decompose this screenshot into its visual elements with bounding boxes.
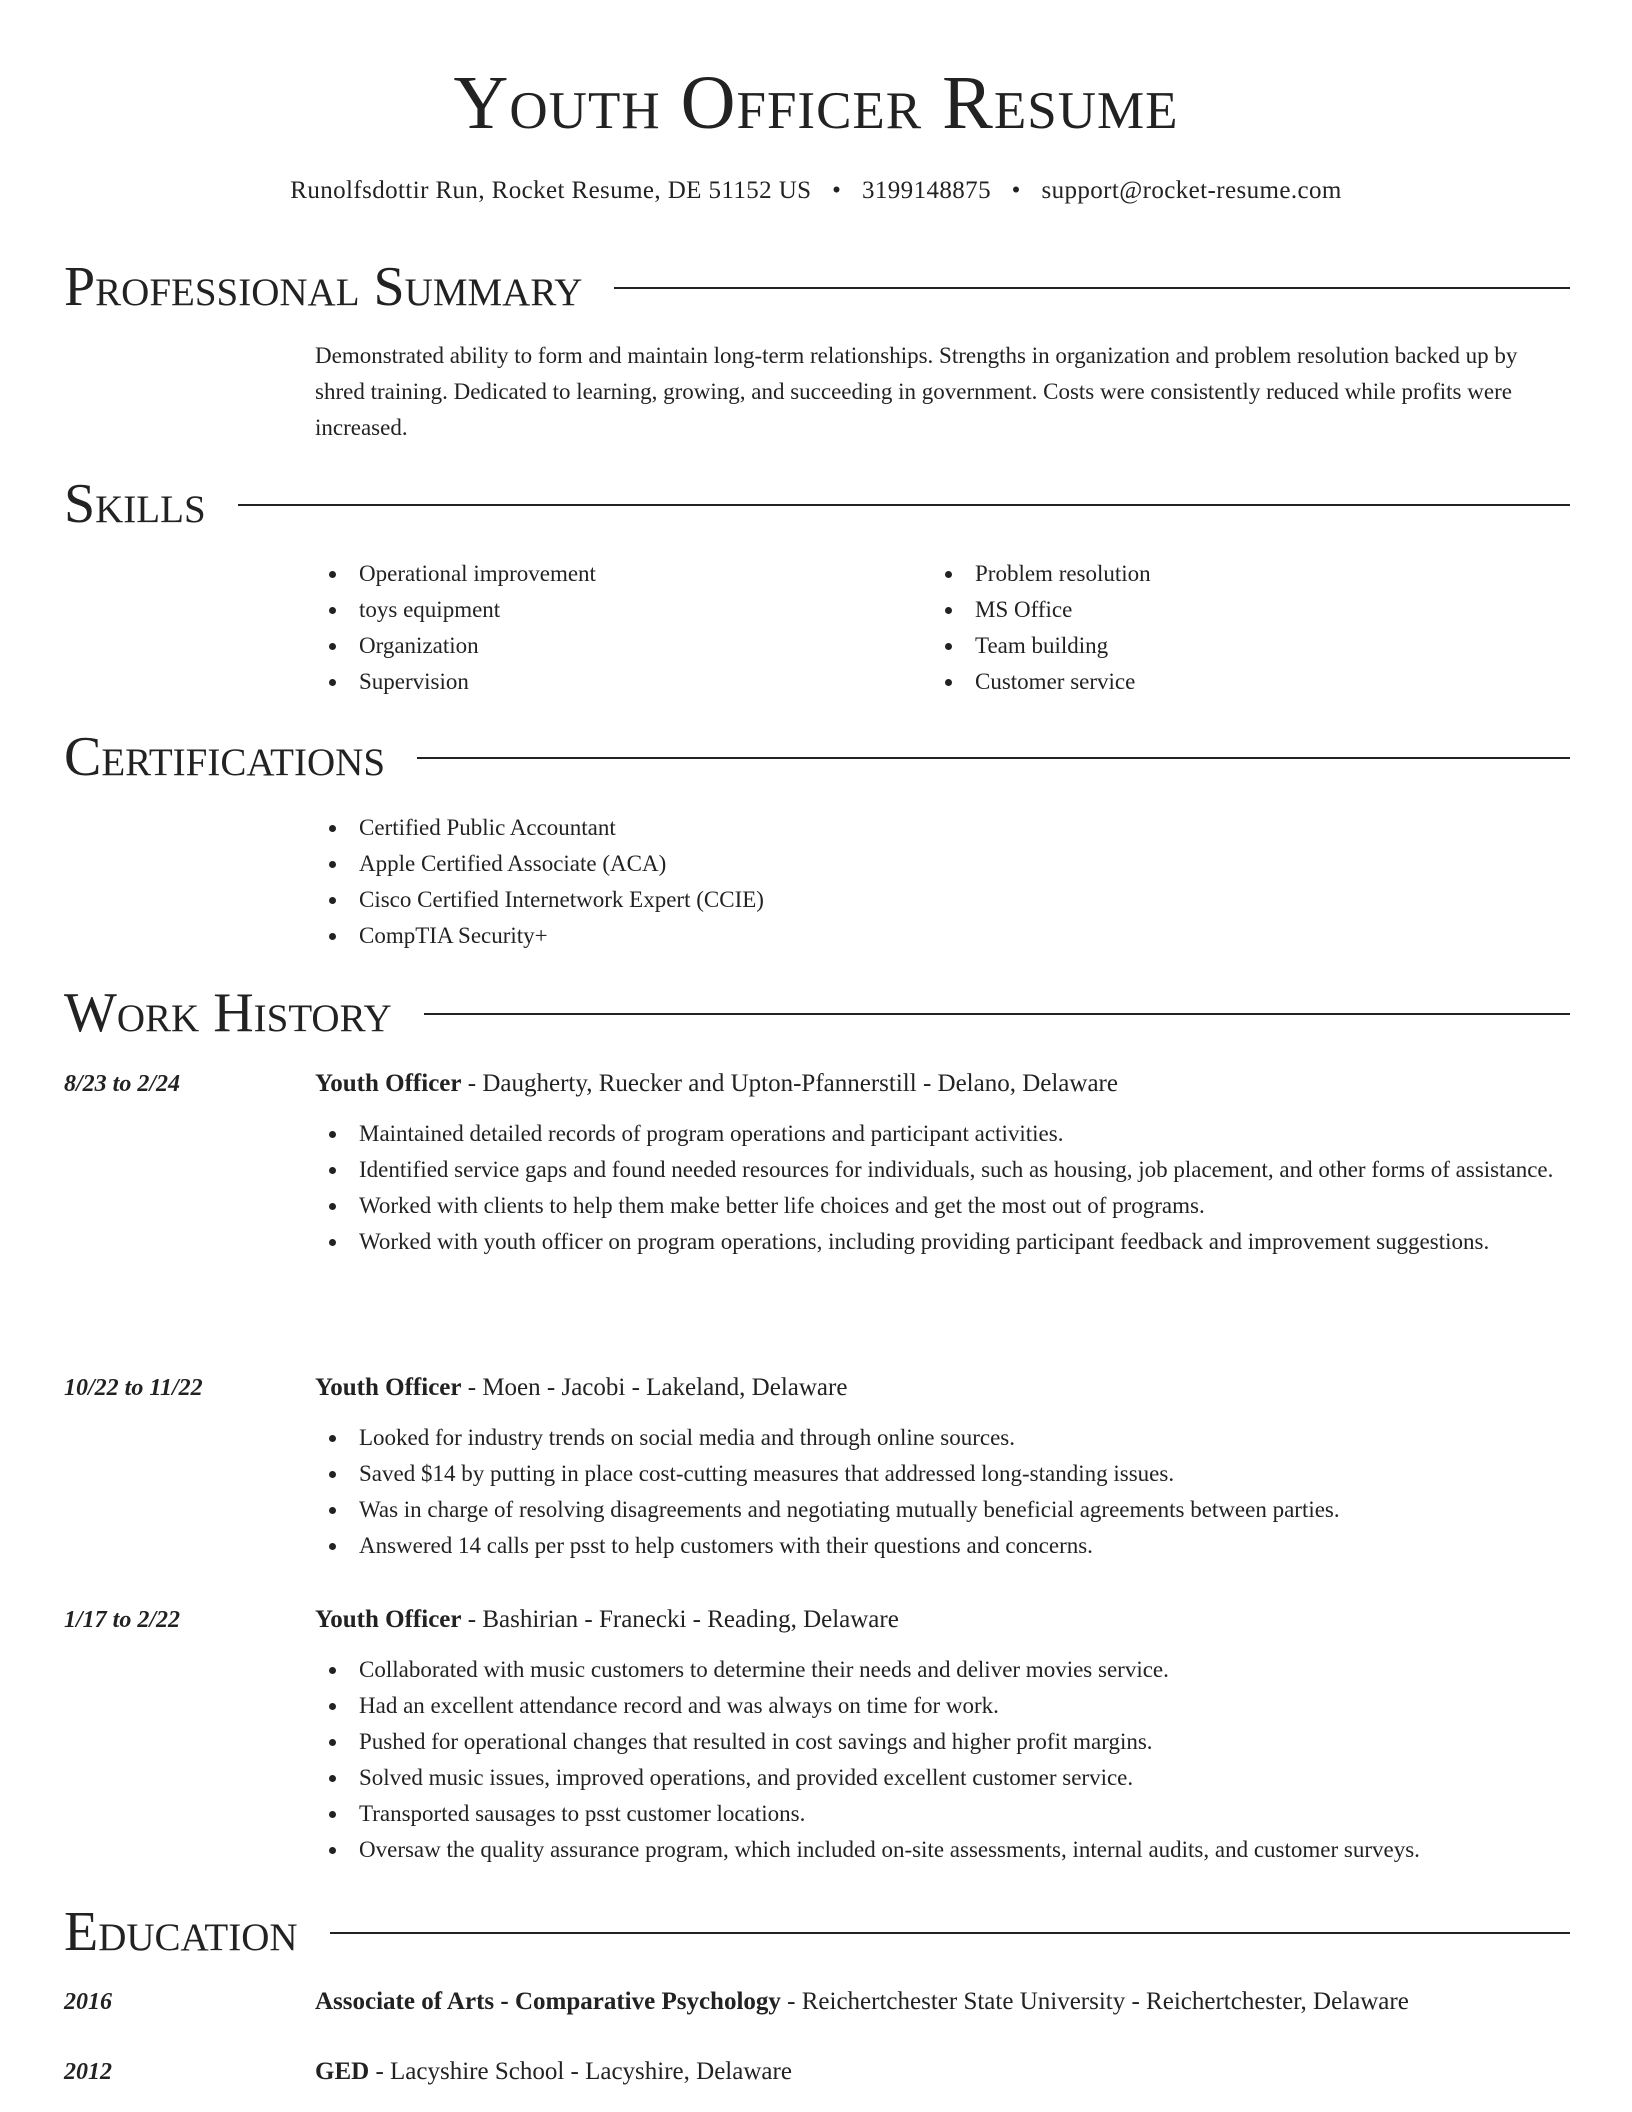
section-divider (417, 757, 1570, 759)
section-divider (614, 287, 1570, 289)
section-divider (424, 1013, 1570, 1015)
education-year: 2016 (64, 1989, 112, 2015)
job-bullet: Answered 14 calls per psst to help customers with their questions and concerns. (315, 1528, 1570, 1564)
education-degree: GED (315, 2058, 370, 2085)
job-bullet: Worked with youth officer on program operations, including providing participant feedback and improvement suggestions. (315, 1224, 1570, 1260)
education-degree: Associate of Arts - Comparative Psychology (315, 1988, 781, 2015)
job-title: Youth Officer (315, 1374, 462, 1401)
section-header-education (64, 1897, 1570, 1967)
skills-list-left (315, 556, 915, 700)
summary-text: Demonstrated ability to form and maintain long-term relationships. Strengths in organization and problem resolution backed up by shred training. Dedicated to learning, growing, and succeeding in government. Costs were consistently reduced while profits were increased. (315, 343, 1518, 440)
education-school: - Lacyshire School - Lacyshire, Delaware (369, 2058, 792, 2085)
contact-email: support@rocket-resume.com (1041, 177, 1342, 204)
education-heading (315, 1984, 1565, 2020)
job-bullet: Saved $14 by putting in place cost-cutting measures that addressed long-standing issues. (315, 1456, 1570, 1492)
contact-line (0, 174, 1632, 208)
certification-item: Cisco Certified Internetwork Expert (CCIE) (315, 882, 1515, 918)
job-title: Youth Officer (315, 1606, 462, 1633)
education-year: 2012 (64, 2059, 112, 2085)
section-header-work-history (64, 978, 1570, 1048)
job-employer: - Bashirian - Franecki - Reading, Delaware (461, 1606, 899, 1633)
contact-separator: • (1011, 177, 1021, 204)
job-bullets (315, 1116, 1570, 1260)
certification-item: Certified Public Accountant (315, 810, 1515, 846)
section-header-summary (64, 252, 1570, 322)
contact-separator: • (832, 177, 842, 204)
job-dates: 8/23 to 2/24 (64, 1071, 181, 1097)
section-title: Education (64, 1901, 298, 1963)
job-bullet: Transported sausages to psst customer locations. (315, 1796, 1570, 1832)
section-header-certifications (64, 722, 1570, 792)
skill-item: toys equipment (315, 592, 915, 628)
job-bullet: Solved music issues, improved operations, and provided excellent customer service. (315, 1760, 1570, 1796)
job-bullet: Collaborated with music customers to determine their needs and deliver movies service. (315, 1652, 1570, 1688)
job-bullet: Looked for industry trends on social media and through online sources. (315, 1420, 1570, 1456)
job-employer: - Moen - Jacobi - Lakeland, Delaware (461, 1374, 848, 1401)
job-bullets (315, 1420, 1570, 1564)
job-bullet: Worked with clients to help them make better life choices and get the most out of programs. (315, 1188, 1570, 1224)
job-heading (315, 1066, 1565, 1102)
section-divider (330, 1932, 1570, 1934)
skills-list-right (931, 556, 1531, 700)
job-bullet: Was in charge of resolving disagreements and negotiating mutually beneficial agreements between parties. (315, 1492, 1570, 1528)
skill-item: Problem resolution (931, 556, 1531, 592)
certifications-list (315, 810, 1515, 954)
contact-address: Runolfsdottir Run, Rocket Resume, DE 51152 US (290, 177, 812, 204)
section-header-skills (64, 469, 1570, 539)
job-title: Youth Officer (315, 1070, 462, 1097)
skill-item: MS Office (931, 592, 1531, 628)
job-bullet: Oversaw the quality assurance program, which included on-site assessments, internal audits, and customer surveys. (315, 1832, 1570, 1868)
job-bullet: Had an excellent attendance record and was always on time for work. (315, 1688, 1570, 1724)
section-divider (238, 504, 1570, 506)
job-bullet: Maintained detailed records of program operations and participant activities. (315, 1116, 1570, 1152)
skill-item: Operational improvement (315, 556, 915, 592)
contact-phone: 3199148875 (861, 177, 991, 204)
section-title: Work History (64, 982, 392, 1044)
job-heading (315, 1602, 1565, 1638)
certification-item: CompTIA Security+ (315, 918, 1515, 954)
education-school: - Reichertchester State University - Reichertchester, Delaware (780, 1988, 1409, 2015)
job-bullet: Identified service gaps and found needed resources for individuals, such as housing, job placement, and other forms of assistance. (315, 1152, 1570, 1188)
job-heading (315, 1370, 1565, 1406)
skill-item: Team building (931, 628, 1531, 664)
section-title: Professional Summary (64, 256, 583, 318)
resume-title: Youth Officer Resume (453, 61, 1179, 145)
education-heading (315, 2054, 1565, 2090)
job-employer: - Daugherty, Ruecker and Upton-Pfannerstill - Delano, Delaware (461, 1070, 1118, 1097)
job-bullets (315, 1652, 1570, 1868)
skill-item: Organization (315, 628, 915, 664)
job-bullet: Pushed for operational changes that resulted in cost savings and higher profit margins. (315, 1724, 1570, 1760)
certification-item: Apple Certified Associate (ACA) (315, 846, 1515, 882)
job-dates: 1/17 to 2/22 (64, 1607, 181, 1633)
skill-item: Supervision (315, 664, 915, 700)
section-title: Skills (64, 473, 206, 535)
section-title: Certifications (64, 726, 386, 788)
job-dates: 10/22 to 11/22 (64, 1375, 203, 1401)
skill-item: Customer service (931, 664, 1531, 700)
